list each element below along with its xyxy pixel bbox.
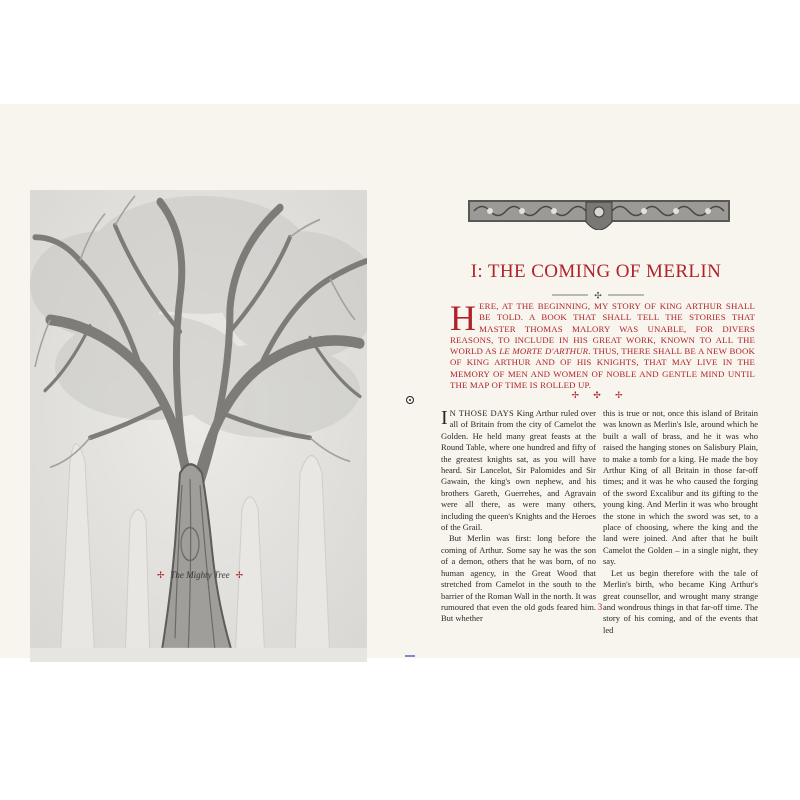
body-dropcap: I [441,407,448,429]
body-paragraph: Let us begin therefore with the tale of Merlin's birth, who became King Arthur's great counsellor, and wrought many strange and wondrous things in that far-off time. The story of his coming, and of the events that led [603,567,758,635]
intro-text-b: . THUS, THERE SHALL BE A NEW BOOK OF KING ARTHUR AND OF HIS KNIGHTS, THAT MAY LIVE IN THE MEMORY OF MEN AND WOMEN OF NOBLE AND GENTLE MIND UNTIL THE MAP OF TIME IS ROLLED UP. [450,346,755,391]
title-rule-cross-icon: ✣ [594,291,602,300]
left-page [0,104,400,658]
body-smallcaps-lead: N THOSE DAYS [449,408,515,418]
body-column-left [441,408,596,625]
caption-cross-right: ✢ [235,570,244,580]
section-crosses: ✢ ✣ ✢ [571,390,629,400]
intro-paragraph [450,298,755,391]
title-rule [548,290,648,300]
header-ornament [468,198,730,230]
tree-illustration [30,190,367,662]
binding-marker [406,396,414,404]
right-page [400,104,800,658]
body-paragraph: But Merlin was first: long before the coming of Arthur. Some say he was the son of a demon, others that he was born, of no human agency, in the Great Wood that stretched from Camelot in the south to the barrier of the Roman Wall in the north. It was rumoured that even the old gods feared him. But whether [441,533,596,624]
gutter-mark [405,655,415,657]
intro-dropcap: H [450,298,477,338]
caption-cross-left: ✢ [156,570,165,580]
body-text: King Arthur ruled over all of Britain from the city of Camelot the Golden. He held many great feasts at the Round Table, where one hundred and fifty of the greatest knights sat, as you will have heard. Sir Lancelot, Sir Palomides and Sir Gawain, the king's own nephew, and his brothers Gareth, Guerrehes, and Agravain were all there, as were many others, including the queen's Knights and the Heroes of the Grail. [441,408,596,533]
body-paragraph [441,408,596,533]
illustration-caption [0,570,400,581]
intro-text-a: ERE, AT THE BEGINNING, MY STORY OF KING ARTHUR SHALL BE TOLD. A BOOK THAT SHALL TELL THE STORIES THAT MASTER THOMAS MALORY WAS UNABLE, FOR DIVERS REASONS, TO INCLUDE IN HIS GREAT WORK, KNOWN TO ALL THE WORLD AS [450,301,755,357]
book-spread [0,104,800,658]
caption-text: The Mighty Tree [170,570,230,580]
page-number: 3 [597,602,603,612]
chapter-title: I: THE COMING OF MERLIN [470,261,722,282]
intro-italic-title: LE MORTE D'ARTHUR [499,346,589,357]
body-paragraph: this is true or not, once this island of Britain was known as Merlin's Isle, around which he built a wall of brass, and he it was who raised the hanging stones on Salisbury Plain, to make a tomb for a king. He made the boy Arthur King of all Britain in those far-off times; and it was he who caused the forging of the sword Excalibur and its gifting to the young king. And Merlin it was who brought the stone in which the sword was set, to a place of choosing, where the king and the land were joined. And after that he built Camelot the Golden – in a single night, they say. [603,408,758,567]
